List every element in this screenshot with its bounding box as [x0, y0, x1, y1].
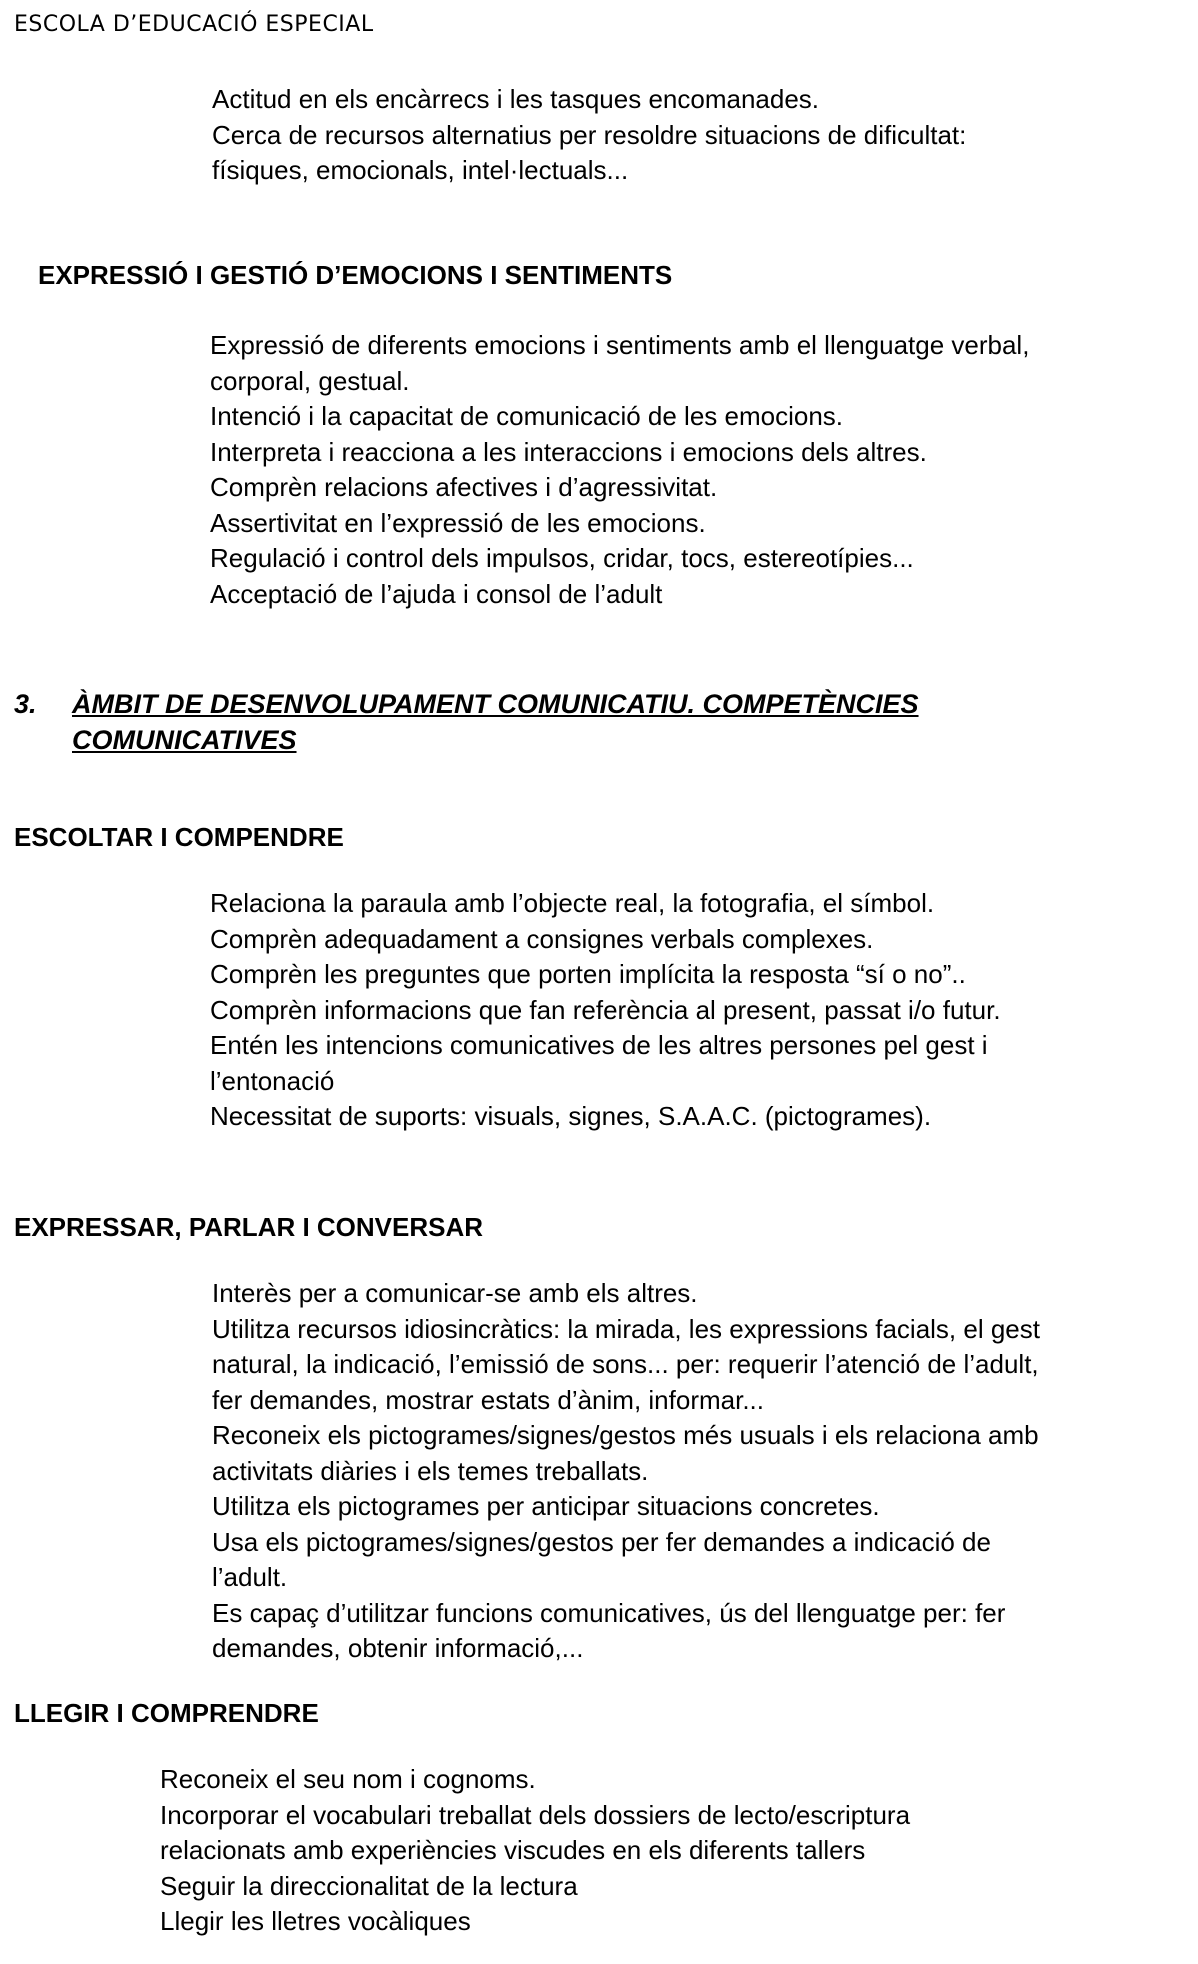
chapter-title-line1: ÀMBIT DE DESENVOLUPAMENT COMUNICATIU. COMPETÈNCIES	[72, 689, 919, 719]
school-header: ESCOLA D’EDUCACIÓ ESPECIAL	[14, 12, 374, 37]
llegir-list	[160, 1762, 910, 1940]
list-item: Regulació i control dels impulsos, cridar, tocs, estereotípies...	[210, 543, 914, 573]
chapter-title-line2: COMUNICATIVES	[72, 725, 297, 755]
list-item: Intenció i la capacitat de comunicació de les emocions.	[210, 401, 844, 431]
expressar-list	[212, 1276, 1040, 1667]
list-item: Comprèn les preguntes que porten implícita la resposta “sí o no”..	[210, 959, 966, 989]
chapter-number: 3.	[14, 689, 37, 719]
list-item: Comprèn relacions afectives i d’agressivitat.	[210, 472, 718, 502]
section-heading-emocions: EXPRESSIÓ I GESTIÓ D’EMOCIONS I SENTIMENTS	[38, 260, 673, 290]
list-item: demandes, obtenir informació,...	[212, 1633, 584, 1663]
list-item: Entén les intencions comunicatives de les altres persones pel gest i	[210, 1030, 988, 1060]
list-item: Interpreta i reacciona a les interaccions i emocions dels altres.	[210, 436, 927, 467]
list-item: Interès per a comunicar-se amb els altres.	[212, 1278, 698, 1308]
section-heading-llegir: LLEGIR I COMPRENDRE	[14, 1698, 319, 1728]
section-heading-escoltar: ESCOLTAR I COMPENDRE	[14, 822, 344, 852]
list-item: fer demandes, mostrar estats d’ànim, informar...	[212, 1384, 764, 1415]
list-item: relacionats amb experiències viscudes en els diferents tallers	[160, 1835, 866, 1865]
list-item: activitats diàries i els temes treballats.	[212, 1455, 649, 1486]
list-item: físiques, emocionals, intel·lectuals...	[212, 155, 629, 185]
list-item: Relaciona la paraula amb l’objecte real, la fotografia, el símbol.	[210, 888, 935, 918]
list-item: Llegir les lletres vocàliques	[160, 1906, 471, 1936]
list-item: Comprèn informacions que fan referència al present, passat i/o futur.	[210, 994, 1001, 1025]
section-heading-expressar: EXPRESSAR, PARLAR I CONVERSAR	[14, 1212, 484, 1242]
list-item: Utilitza els pictogrames per anticipar situacions concretes.	[212, 1491, 880, 1521]
list-item: Assertivitat en l’expressió de les emocions.	[210, 507, 706, 538]
list-item: Es capaç d’utilitzar funcions comunicatives, ús del llenguatge per: fer	[212, 1597, 1006, 1628]
list-item: natural, la indicació, l’emissió de sons... per: requerir l’atenció de l’adult,	[212, 1349, 1039, 1379]
chapter-heading-ambit3	[14, 686, 1114, 766]
list-item: Reconeix el seu nom i cognoms.	[160, 1764, 536, 1794]
escoltar-list	[210, 886, 1001, 1135]
list-item: Reconeix els pictogrames/signes/gestos més usuals i els relaciona amb	[212, 1420, 1039, 1450]
list-item: Usa els pictogrames/signes/gestos per fer demandes a indicació de	[212, 1526, 991, 1557]
list-item: Cerca de recursos alternatius per resoldre situacions de dificultat:	[212, 119, 967, 150]
intro-list	[212, 82, 966, 189]
list-item: Expressió de diferents emocions i sentiments amb el llenguatge verbal,	[210, 330, 1030, 360]
list-item: Acceptació de l’ajuda i consol de l’adult	[210, 578, 663, 609]
list-item: Actitud en els encàrrecs i les tasques encomanades.	[212, 84, 820, 114]
list-item: corporal, gestual.	[210, 365, 410, 396]
list-item: Utilitza recursos idiosincràtics: la mirada, les expressions facials, el gest	[212, 1313, 1040, 1344]
list-item: Incorporar el vocabulari treballat dels dossiers de lecto/escriptura	[160, 1799, 911, 1830]
emocions-list	[210, 328, 1029, 612]
list-item: Comprèn adequadament a consignes verbals complexes.	[210, 923, 874, 954]
list-item: Necessitat de suports: visuals, signes, S.A.A.C. (pictogrames).	[210, 1101, 932, 1131]
list-item: l’entonació	[210, 1065, 335, 1096]
list-item: l’adult.	[212, 1562, 288, 1592]
list-item: Seguir la direccionalitat de la lectura	[160, 1870, 578, 1901]
